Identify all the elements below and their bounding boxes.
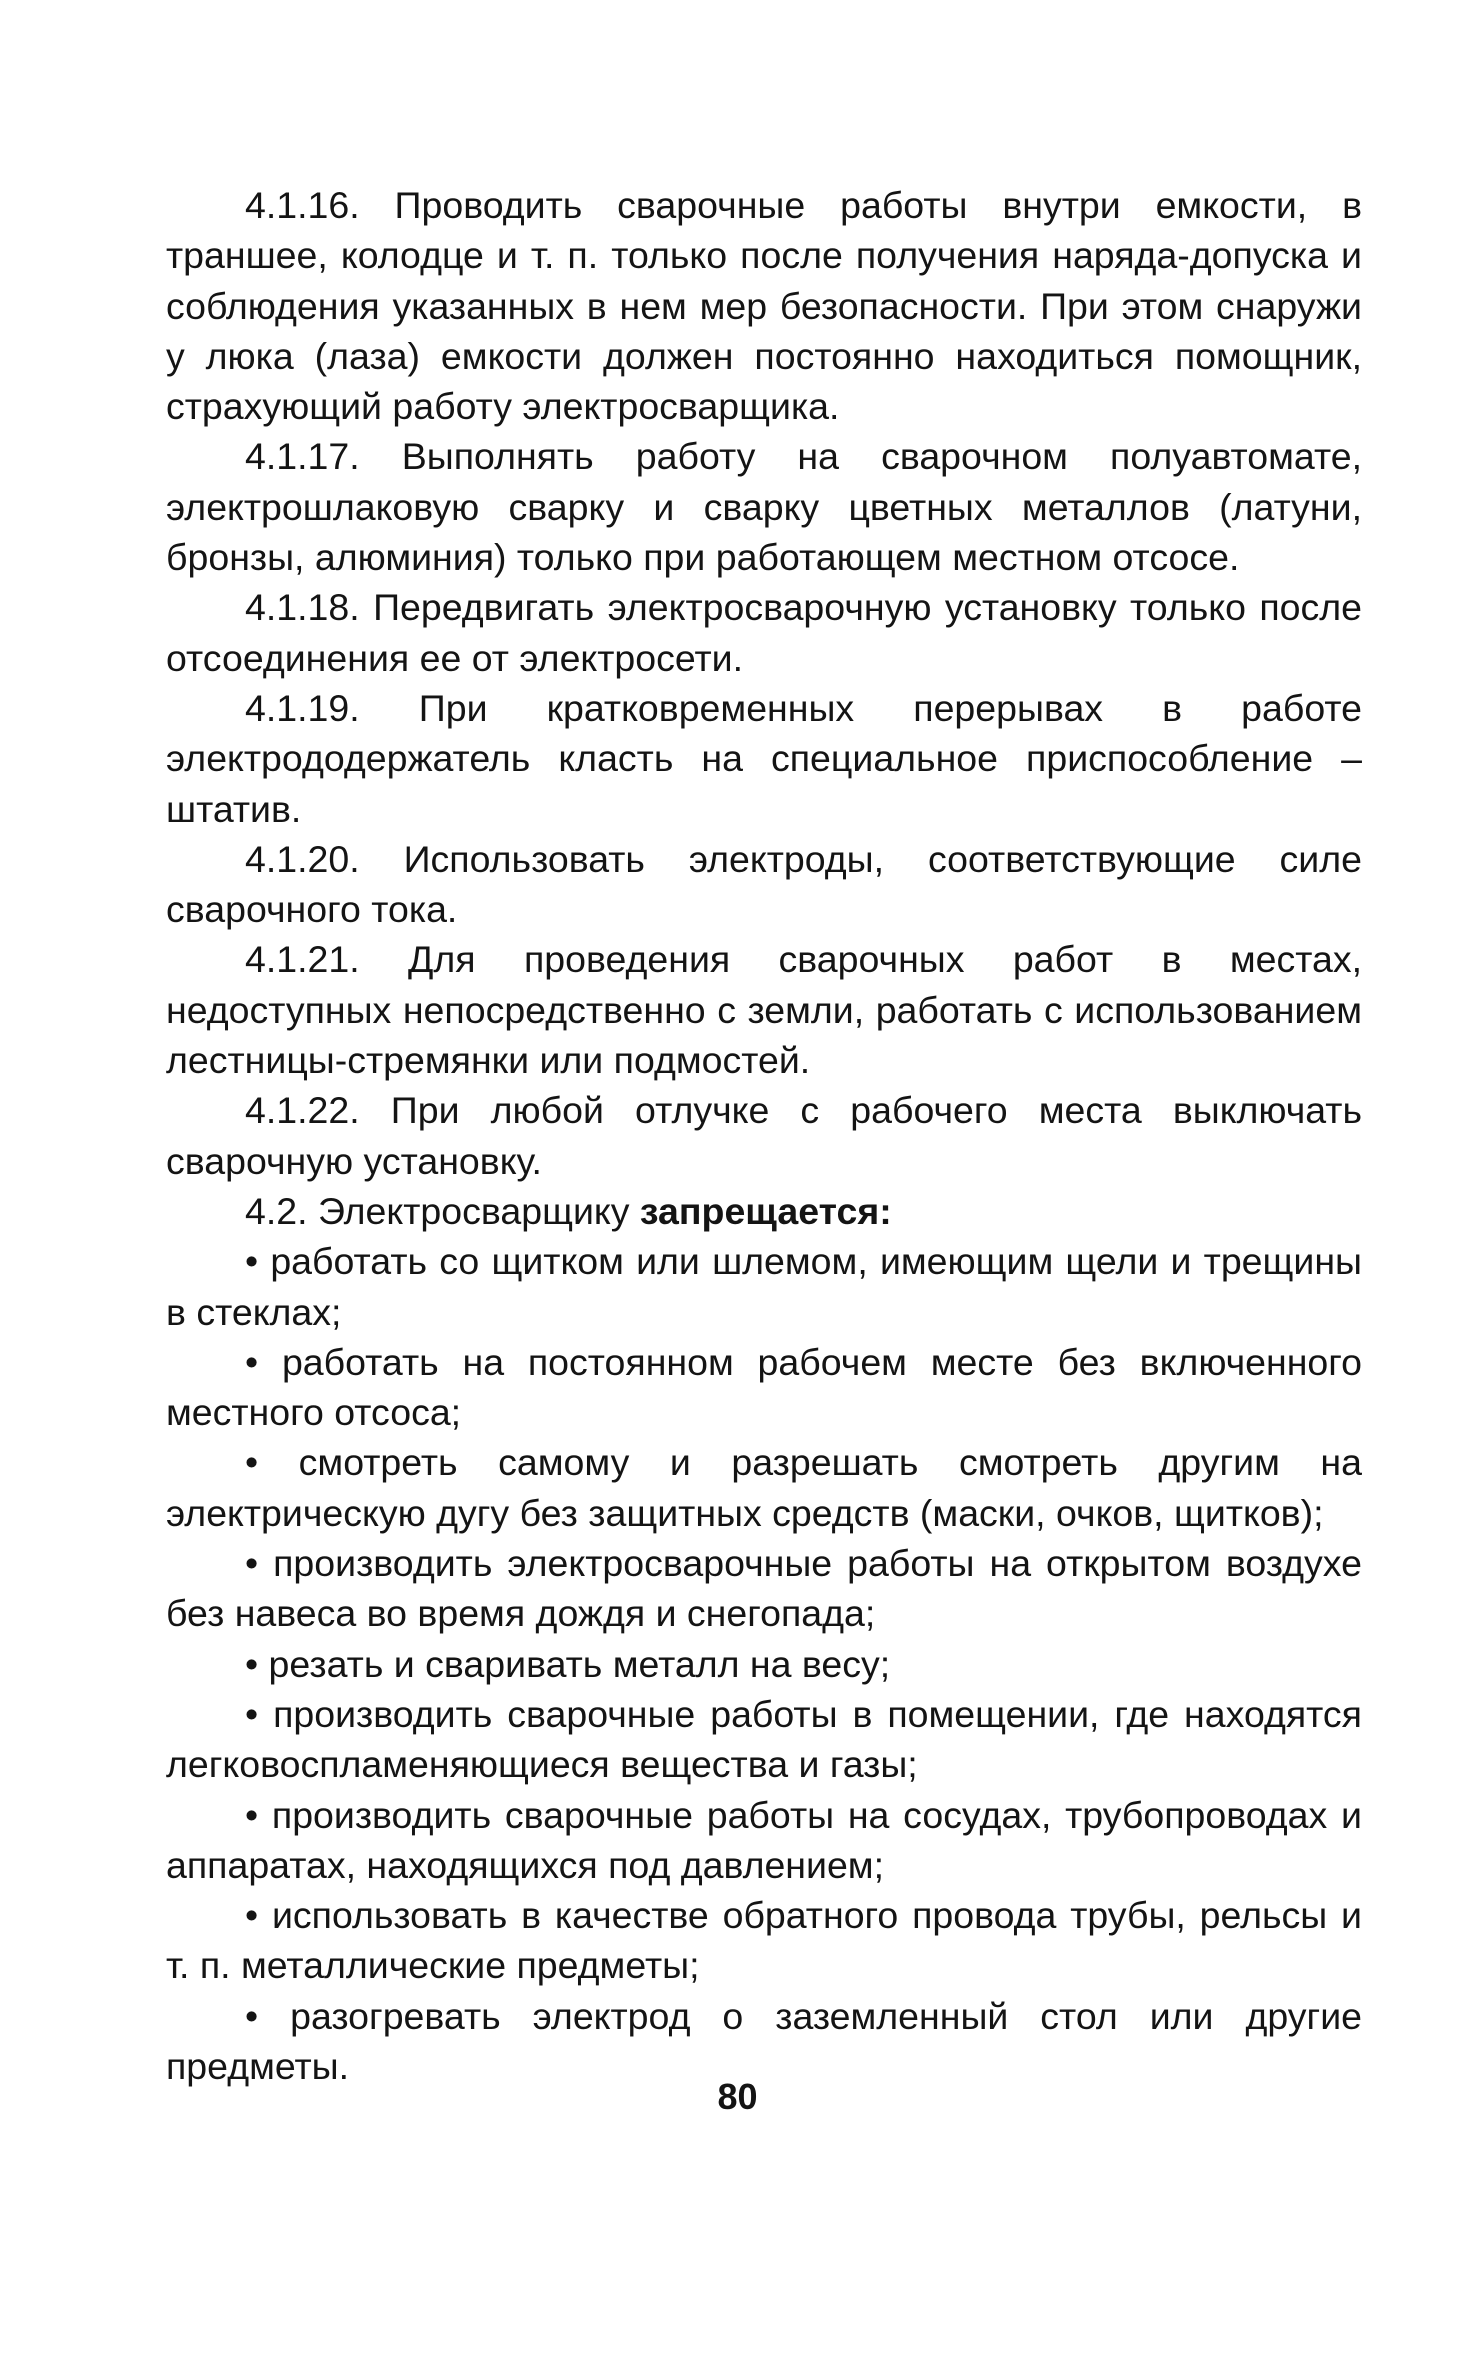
bullet-item: • производить электросварочные работы на открытом воздухе без навеса во время дождя и снегопада; [166, 1542, 1362, 1635]
section-4-2-emphasis: запрещается: [639, 1189, 892, 1232]
section-4-2-lead: 4.2. Электросварщику [245, 1189, 640, 1232]
bullet-item: • работать на постоянном рабочем месте без включенного местного отсоса; [166, 1340, 1362, 1434]
bullet-item: • производить сварочные работы в помещении, где находятся легковоспламеняющиеся вещества и газы; [166, 1692, 1362, 1786]
page-number: 80 [717, 2076, 758, 2117]
bullet-item: • смотреть самому и разрешать смотреть другим на электрическую дугу без защитных средств (маски, очков, щитков); [166, 1441, 1362, 1534]
bullet-item: • производить сварочные работы на сосудах, трубопроводах и аппаратах, находящихся под давлением; [166, 1793, 1362, 1886]
paragraph-4-1-18: 4.1.18. Передвигать электросварочную установку только после отсоединения ее от электросети. [166, 586, 1362, 679]
bullet-item: • работать со щитком или шлемом, имеющим щели и трещины в стеклах; [166, 1240, 1362, 1333]
paragraph-4-1-20: 4.1.20. Использовать электроды, соответствующие силе сварочного тока. [166, 837, 1362, 931]
paragraph-4-1-17: 4.1.17. Выполнять работу на сварочном полуавтомате, электрошлаковую сварку и сварку цветных металлов (латуни, бронзы, алюминия) только при работающем местном отсосе. [166, 435, 1362, 579]
paragraph-4-1-19: 4.1.19. При кратковременных перерывах в работе электрододержатель класть на специальное приспособление – штатив. [166, 686, 1362, 830]
paragraph-4-2 [166, 1186, 1362, 1236]
bullet-item: • резать и сваривать металл на весу; [245, 1642, 891, 1685]
page-body [166, 180, 1362, 2091]
bullet-item: • использовать в качестве обратного провода трубы, рельсы и т. п. металлические предметы; [166, 1894, 1362, 1987]
paragraph-4-1-16: 4.1.16. Проводить сварочные работы внутри емкости, в траншее, колодце и т. п. только после получения наряда-допуска и соблюдения указанных в нем мер безопасности. При этом снаружи у люка (лаза) емкости должен постоянно находиться помощник, страхующий работу электросварщика. [166, 184, 1362, 428]
paragraph-4-1-22: 4.1.22. При любой отлучке с рабочего места выключать сварочную установку. [166, 1089, 1362, 1182]
bullet-item: • разогревать электрод о заземленный стол или другие предметы. [166, 1994, 1362, 2087]
paragraph-4-1-21: 4.1.21. Для проведения сварочных работ в местах, недоступных непосредственно с земли, работать с использованием лестницы-стремянки или подмостей. [166, 938, 1362, 1082]
